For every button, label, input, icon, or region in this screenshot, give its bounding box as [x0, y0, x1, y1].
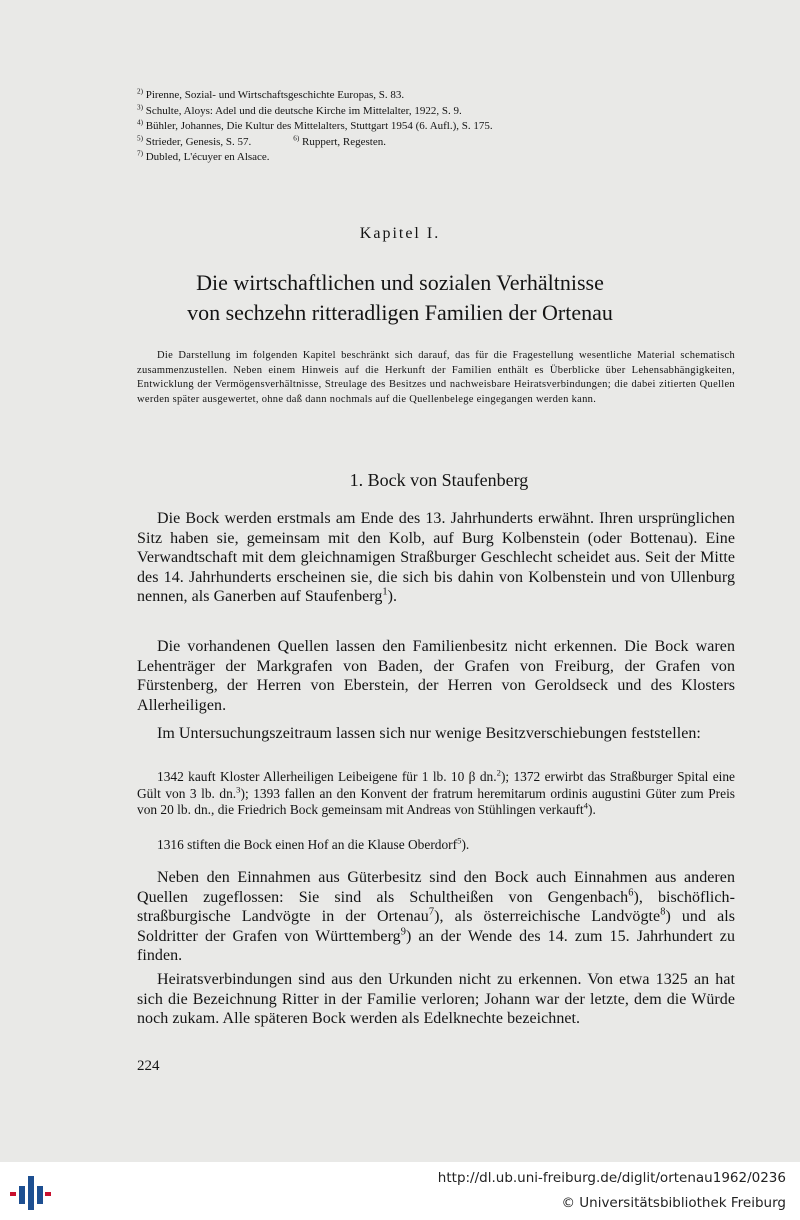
logo-bar-center [28, 1176, 34, 1210]
footnote: $^{4)}$ Bühler, Johannes, Die Kultur des Mittelalters, Stuttgart 1954 (6. Aufl.), S. 175. [137, 118, 493, 133]
logo-bar-left [19, 1186, 25, 1204]
library-logo-icon[interactable] [8, 1172, 52, 1212]
body-paragraph: Neben den Einnahmen aus Güterbesitz sind den Bock auch Einnahmen aus anderen Quellen zugeflossen: Sie sind als Schultheißen von Gengenbach$^6$), bischöflich-straßburgische Landvögte in der Ortenau$^7$), als österreichische Landvögte$^8$) und als Soldritter der Grafen von Württemberg$^9$) an der Wende des 14. zum 15. Jahrhundert zu finden. [137, 869, 736, 965]
intro-paragraph: Die Darstellung im folgenden Kapitel beschränkt sich darauf, das für die Fragestellung wesentliche Material schematisch zusammenzustellen. Neben einem Hinweis auf die Herkunft der Familien enthält es Überblicke über Lehensabhängigkeiten, Entwicklung der Vermögensverhältnisse, Streulage des Besitzes und nachweisbare Heiratsverbindungen; die dabei zitierten Quellen werden später ausgewertet, ohne daß dann nochmals auf die Quellenbelege eingegangen werden kann. [137, 350, 735, 405]
chapter-title-line: Die wirtschaftlichen und sozialen Verhältnisse [196, 270, 604, 295]
footnote: $^{3)}$ Schulte, Aloys: Adel und die deutsche Kirche im Mittelalter, 1922, S. 9. [137, 102, 462, 117]
quote-paragraph: 1316 stiften die Bock einen Hof an die Klause Oberdorf$^5$). [157, 835, 470, 852]
footnote: $^{2)}$ Pirenne, Sozial- und Wirtschaftsgeschichte Europas, S. 83. [137, 87, 405, 101]
quote-paragraph: 1342 kauft Kloster Allerheiligen Leibeigene für 1 lb. 10 β dn.$^2$); 1372 erwirbt das Straßburger Spital eine Gült von 3 lb. dn.$^3$); 1393 fallen an den Konvent der fratrum heremitarum ordinis augustini Güter zum Preis von 20 lb. dn., die Friedrich Bock gemeinsam mit Andreas von Stühlingen verkauft$^4$). [137, 767, 736, 818]
chapter-title-line: von sechzehn ritteradligen Familien der Ortenau [187, 300, 613, 325]
footnote: $^{5)}$ Strieder, Genesis, S. 57. $^{6)}$ Ruppert, Regesten. [137, 134, 386, 148]
copyright-notice: © Universitätsbibliothek Freiburg [561, 1195, 786, 1211]
footer-bar [0, 1162, 800, 1220]
chapter-title [0, 268, 800, 328]
section-heading: 1. Bock von Staufenberg [349, 470, 529, 490]
logo-bar-right [37, 1186, 43, 1204]
body-paragraph: Die Bock werden erstmals am Ende des 13. Jahrhunderts erwähnt. Ihren ursprünglichen Sitz haben sie, gemeinsam mit den Kolb, auf Burg Kolbenstein (oder Bottenau). Eine Verwandtschaft mit dem gleichnamigen Straßburger Geschlecht scheidet aus. Seit der Mitte des 14. Jahrhunderts erscheinen sie, die sich bis dahin von Kolbenstein und von Ullenburg nennen, als Ganerben auf Staufenberg$^1$). [137, 510, 735, 606]
logo-dash-left [10, 1192, 16, 1196]
chapter-label: Kapitel I. [359, 225, 441, 242]
logo-dash-right [45, 1192, 51, 1196]
footnotes-top [137, 88, 697, 166]
body-paragraph: Die vorhandenen Quellen lassen den Familienbesitz nicht erkennen. Die Bock waren Lehenträger der Markgrafen von Baden, der Grafen von Freiburg, der Grafen von Fürstenberg, der Herren von Eberstein, der Herren von Geroldseck und des Klosters Allerheiligen. [137, 638, 735, 714]
body-paragraph: Heiratsverbindungen sind aus den Urkunden nicht zu erkennen. Von etwa 1325 an hat sich die Bezeichnung Ritter in der Familie verloren; Johann war der letzte, dem die Würde noch zukam. Alle späteren Bock werden als Edelknechte bezeichnet. [137, 971, 735, 1028]
body-paragraph: Im Untersuchungszeitraum lassen sich nur wenige Besitzverschiebungen feststellen: [157, 725, 701, 742]
page-number: 224 [137, 1058, 160, 1074]
permalink-url[interactable]: http://dl.ub.uni-freiburg.de/diglit/ortenau1962/0236 [437, 1170, 786, 1186]
footnote: $^{7)}$ Dubled, L'écuyer en Alsace. [137, 149, 270, 164]
